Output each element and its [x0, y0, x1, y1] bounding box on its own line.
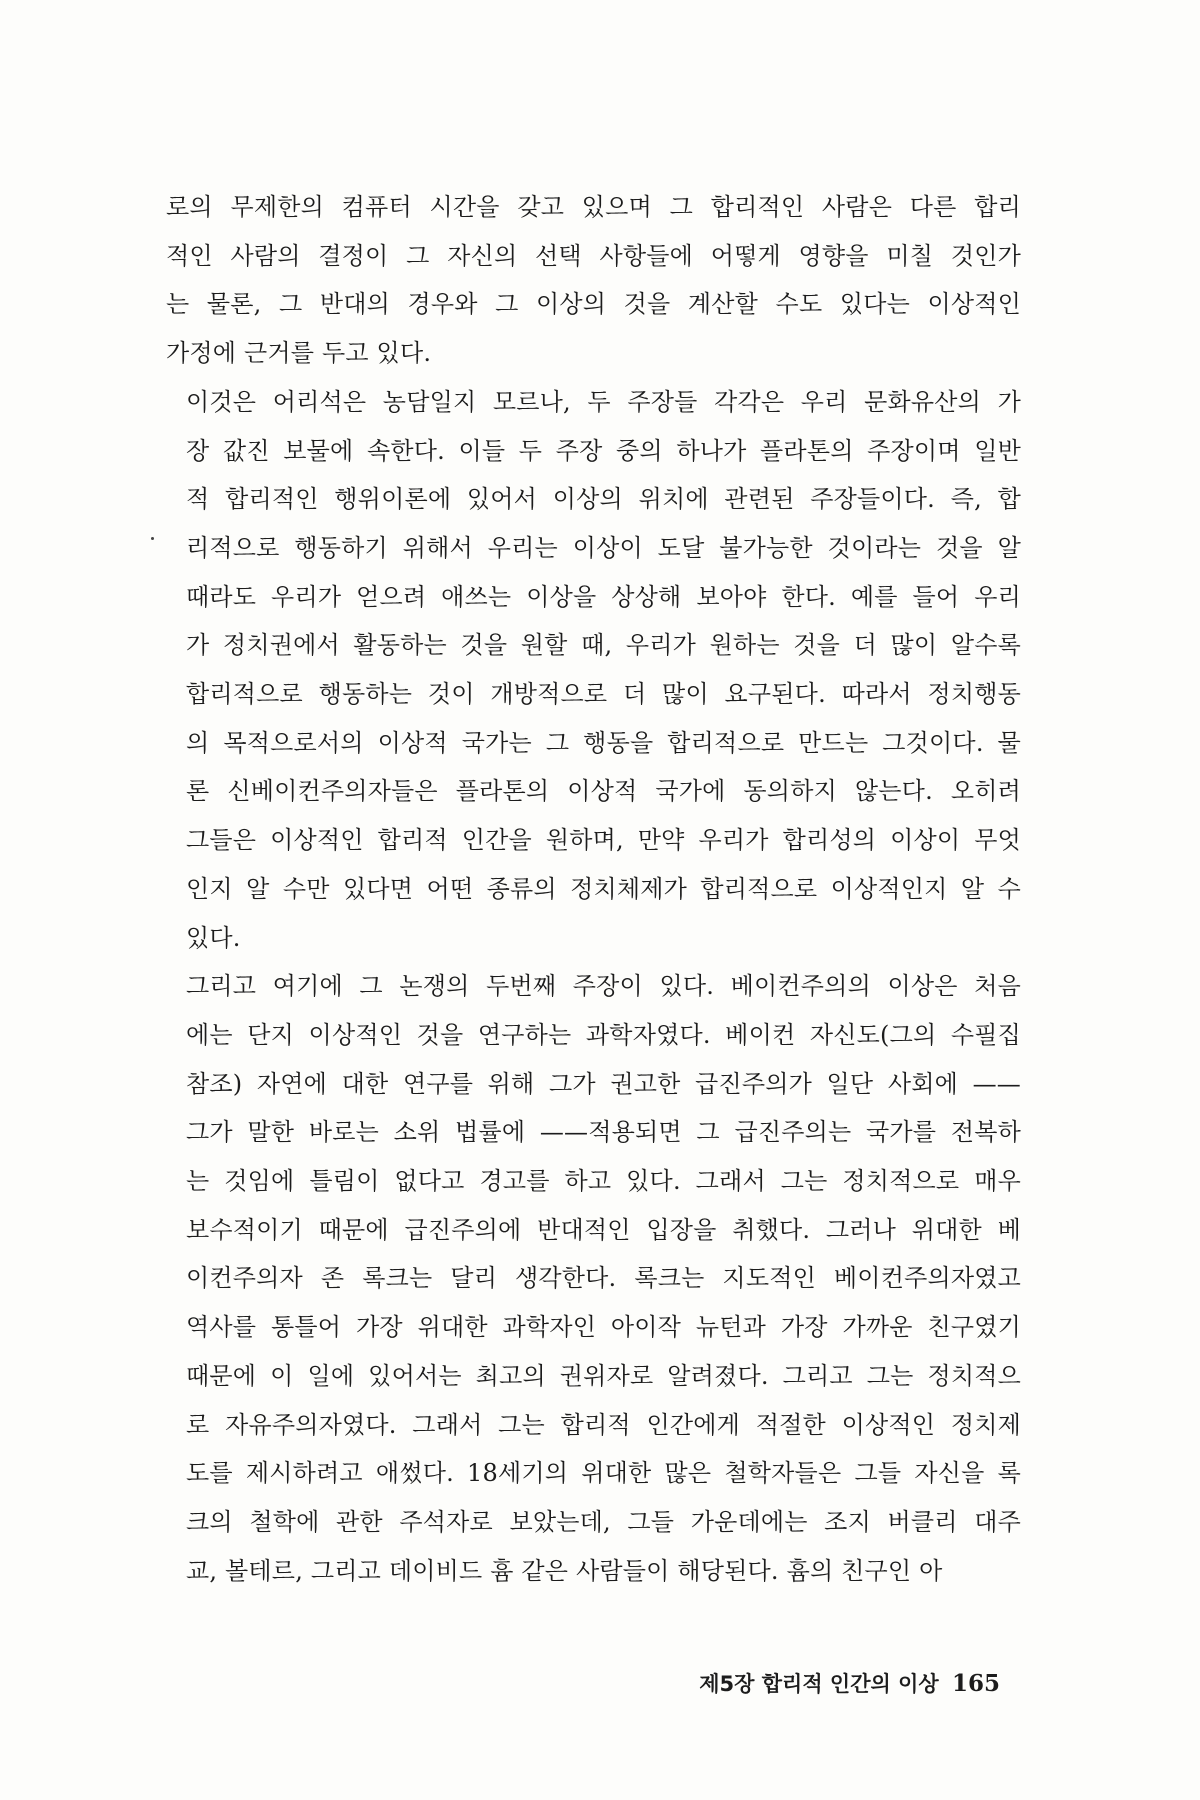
- text-line: 가 정치권에서 활동하는 것을 원할 때, 우리가 원하는 것을 더 많이 알수록: [186, 631, 1021, 660]
- text-line: 참조) 자연에 대한 연구를 위해 그가 권고한 급진주의가 일단 사회에 ——: [186, 1069, 1021, 1098]
- text-line: 에는 단지 이상적인 것을 연구하는 과학자였다. 베이컨 자신도(그의 수필집: [186, 1020, 1021, 1049]
- text-line: 교, 볼테르, 그리고 데이비드 흄 같은 사람들이 해당된다. 흄의 친구인 아: [186, 1556, 943, 1585]
- text-line: 합리적으로 행동하는 것이 개방적으로 더 많이 요구된다. 따라서 정치행동: [186, 680, 1021, 709]
- text-line: 보수적이기 때문에 급진주의에 반대적인 입장을 취했다. 그러나 위대한 베: [186, 1215, 1021, 1244]
- text-line: 이것은 어리석은 농담일지 모르나, 두 주장들 각각은 우리 문화유산의 가: [186, 387, 1021, 416]
- chapter-title: 제5장 합리적 인간의 이상: [699, 1672, 939, 1696]
- text-line: 적 합리적인 행위이론에 있어서 이상의 위치에 관련된 주장들이다. 즉, 합: [186, 485, 1021, 514]
- page-number: 165: [951, 1670, 1000, 1697]
- text-line: 그들은 이상적인 합리적 인간을 원하며, 만약 우리가 합리성의 이상이 무엇: [186, 826, 1021, 855]
- text-line: 그리고 여기에 그 논쟁의 두번째 주장이 있다. 베이컨주의의 이상은 처음: [186, 972, 1021, 1001]
- running-footer: [500, 1668, 1000, 1698]
- text-line: 크의 철학에 관한 주석자로 보았는데, 그들 가운데에는 조지 버클리 대주: [186, 1507, 1021, 1536]
- stray-ink-mark: [151, 537, 154, 540]
- text-line: 론 신베이컨주의자들은 플라톤의 이상적 국가에 동의하지 않는다. 오히려: [186, 777, 1021, 806]
- text-line: 인지 알 수만 있다면 어떤 종류의 정치체제가 합리적으로 이상적인지 알 수: [186, 874, 1021, 903]
- text-line: 있다.: [186, 923, 241, 952]
- text-line: 는 것임에 틀림이 없다고 경고를 하고 있다. 그래서 그는 정치적으로 매우: [186, 1167, 1021, 1196]
- paragraph: [166, 962, 1021, 1595]
- text-line: 의 목적으로서의 이상적 국가는 그 행동을 합리적으로 만드는 그것이다. 물: [186, 728, 1021, 757]
- text-line: 로의 무제한의 컴퓨터 시간을 갖고 있으며 그 합리적인 사람은 다른 합리: [166, 193, 1021, 221]
- text-line: 가정에 근거를 두고 있다.: [166, 339, 432, 368]
- body-text: [166, 183, 1021, 1595]
- text-line: 장 값진 보물에 속한다. 이들 두 주장 중의 하나가 플라톤의 주장이며 일반: [186, 436, 1021, 465]
- text-line: 이컨주의자 존 록크는 달리 생각한다. 록크는 지도적인 베이컨주의자였고: [186, 1264, 1021, 1293]
- text-line: 때라도 우리가 얻으려 애쓰는 이상을 상상해 보아야 한다. 예를 들어 우리: [186, 582, 1021, 611]
- text-line: 때문에 이 일에 있어서는 최고의 권위자로 알려졌다. 그리고 그는 정치적으: [186, 1361, 1021, 1390]
- paragraph: [166, 378, 1021, 962]
- text-line: 그가 말한 바로는 소위 법률에 ——적용되면 그 급진주의는 국가를 전복하: [186, 1118, 1021, 1147]
- text-line: 리적으로 행동하기 위해서 우리는 이상이 도달 불가능한 것이라는 것을 알: [186, 533, 1021, 562]
- text-line: 는 물론, 그 반대의 경우와 그 이상의 것을 계산할 수도 있다는 이상적인: [166, 290, 1021, 319]
- text-line: 도를 제시하려고 애썼다. 18세기의 위대한 많은 철학자들은 그들 자신을 록: [186, 1459, 1021, 1488]
- paragraph: [166, 183, 1021, 378]
- text-line: 로 자유주의자였다. 그래서 그는 합리적 인간에게 적절한 이상적인 정치제: [186, 1410, 1021, 1439]
- text-line: 역사를 통틀어 가장 위대한 과학자인 아이작 뉴턴과 가장 가까운 친구였기: [186, 1313, 1021, 1342]
- text-line: 적인 사람의 결정이 그 자신의 선택 사항들에 어떻게 영향을 미칠 것인가: [166, 241, 1021, 270]
